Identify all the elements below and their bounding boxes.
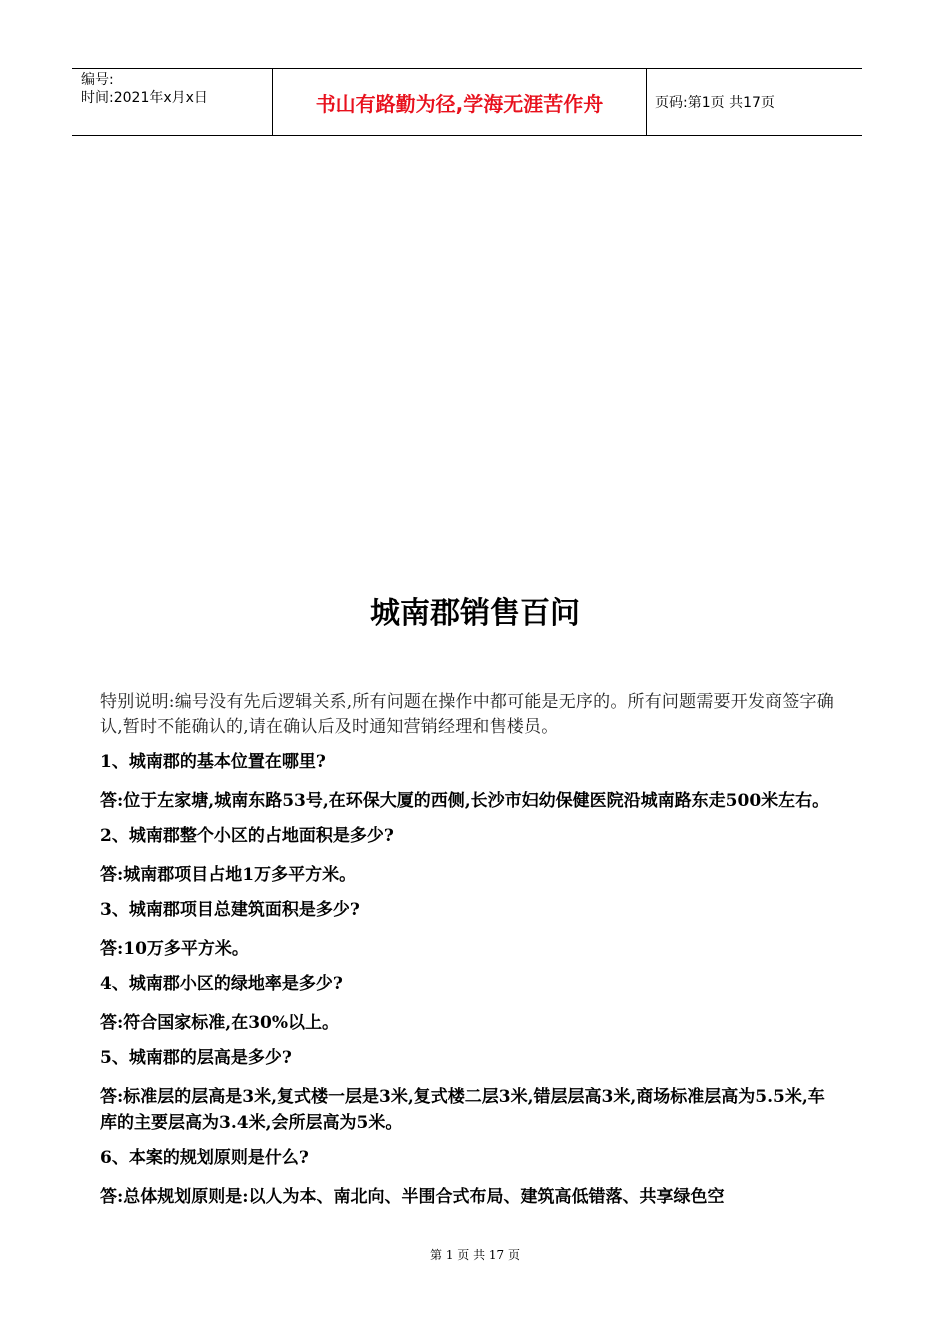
answer: 答:标准层的层高是3米,复式楼一层是3米,复式楼二层3米,错层层高3米,商场标准层高为5.5米,车库的主要层高为3.4米,会所层高为5米。 — [100, 1087, 825, 1133]
question: 3、城南郡项目总建筑面积是多少? — [100, 900, 360, 920]
intro-note: 特别说明:编号没有先后逻辑关系,所有问题在操作中都可能是无序的。所有问题需要开发商签字确认,暂时不能确认的,请在确认后及时通知营销经理和售楼员。 — [100, 692, 834, 737]
header-meta — [72, 69, 273, 135]
document-title: 城南郡销售百问 — [370, 596, 580, 631]
answer: 答:符合国家标准,在30%以上。 — [100, 1013, 340, 1033]
header-motto: 书山有路勤为径,学海无涯苦作舟 — [273, 69, 647, 135]
answer: 答:总体规划原则是:以人为本、南北向、半围合式布局、建筑高低错落、共享绿色空 — [100, 1187, 725, 1207]
answer: 答:10万多平方米。 — [100, 939, 249, 959]
document-time-label: 时间:2021年x月x日 — [81, 90, 208, 106]
answer: 答:位于左家塘,城南东路53号,在环保大厦的西侧,长沙市妇幼保健医院沿城南路东走500米左右。 — [100, 791, 830, 811]
question: 2、城南郡整个小区的占地面积是多少? — [100, 826, 394, 846]
page-footer: 第 1 页 共 17 页 — [430, 1248, 520, 1262]
question: 5、城南郡的层高是多少? — [100, 1048, 292, 1068]
question: 4、城南郡小区的绿地率是多少? — [100, 974, 343, 994]
document-number-label: 编号: — [81, 72, 114, 88]
qa-list — [100, 749, 838, 1210]
document-body — [100, 690, 838, 1210]
question: 1、城南郡的基本位置在哪里? — [100, 752, 326, 772]
page-header — [72, 68, 862, 136]
answer: 答:城南郡项目占地1万多平方米。 — [100, 865, 357, 885]
header-page-info: 页码:第1页 共17页 — [655, 95, 775, 111]
question: 6、本案的规划原则是什么? — [100, 1148, 309, 1168]
